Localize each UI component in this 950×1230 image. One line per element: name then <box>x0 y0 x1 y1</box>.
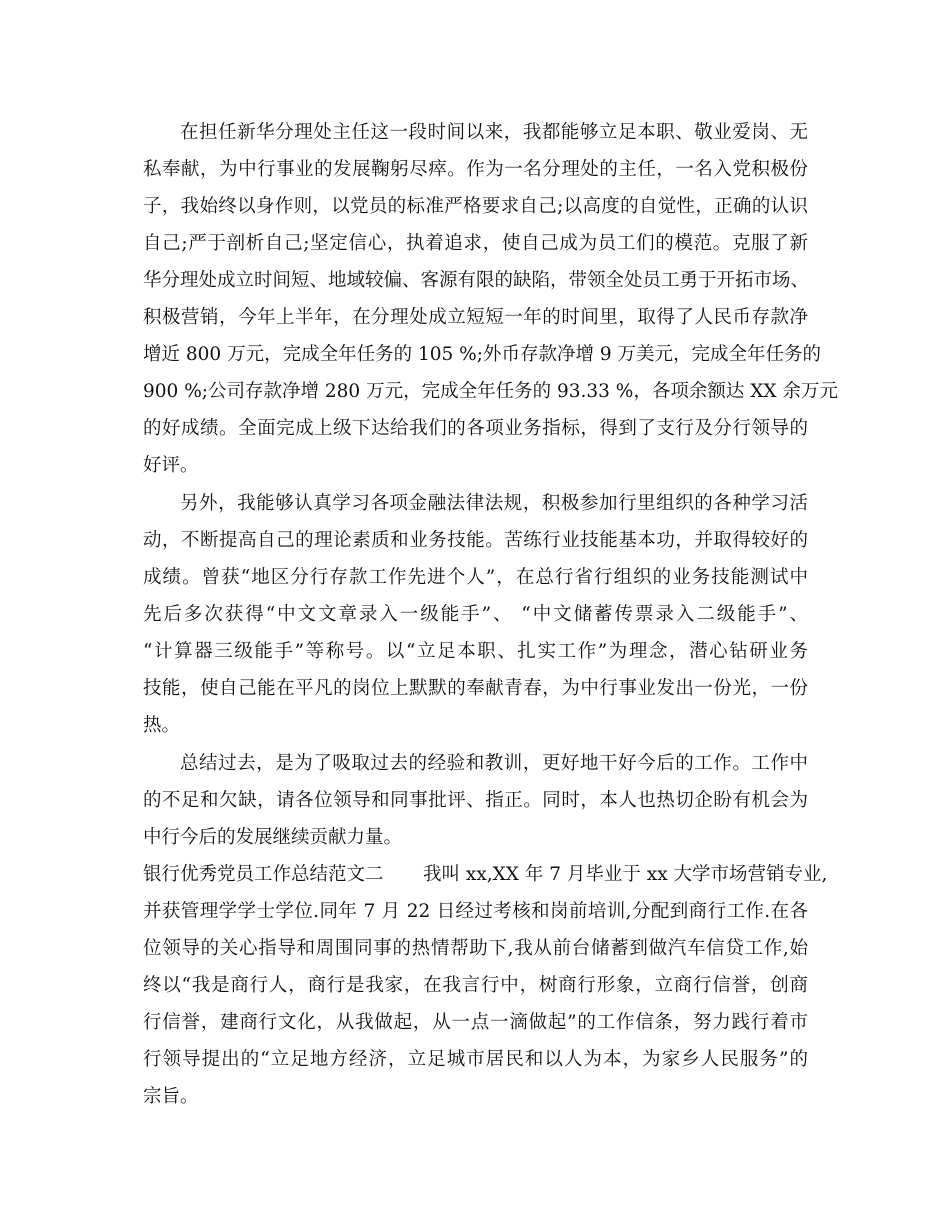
paragraph-2-line: 技能，使自己能在平凡的岗位上默默的奉献青春，为中行事业发出一份光，一份 <box>143 678 808 699</box>
paragraph-2-line: 热。 <box>143 715 181 736</box>
paragraph-1-line: 子，我始终以身作则，以党员的标准严格要求自己;以高度的自觉性，正确的认识 <box>143 196 808 217</box>
paragraph-2-line: 另外，我能够认真学习各项金融法律法规，积极参加行里组织的各种学习活 <box>180 493 808 514</box>
paragraph-1-line: 的好成绩。全面完成上级下达给我们的各项业务指标，得到了支行及分行领导的 <box>143 418 808 439</box>
paragraph-1-line: 私奉献，为中行事业的发展鞠躬尽瘁。作为一名分理处的主任，一名入党积极份 <box>143 159 808 180</box>
paragraph-3-line: 的不足和欠缺，请各位领导和同事批评、指正。同时，本人也热切企盼有机会为 <box>143 790 808 811</box>
paragraph-2-line: 动，不断提高自己的理论素质和业务技能。苦练行业技能基本功，并取得较好的 <box>143 530 808 551</box>
paragraph-1-line: 积极营销，今年上半年，在分理处成立短短一年的时间里，取得了人民币存款净 <box>143 307 808 328</box>
paragraph-1-line: 在担任新华分理处主任这一段时间以来，我都能够立足本职、敬业爱岗、无 <box>180 122 808 143</box>
paragraph-1-line: 增近 800 万元，完成全年任务的 105 %;外币存款净增 9 万美元，完成全年任务的 <box>143 344 821 365</box>
paragraph-1-line: 好评。 <box>143 455 199 476</box>
section-2-line: 终以“我是商行人，商行是我家，在我言行中，树商行形象，立商行信誉，创商 <box>143 975 808 996</box>
section-2-line: 位领导的关心指导和周围同事的热情帮助下,我从前台储蓄到做汽车信贷工作,始 <box>143 938 808 959</box>
section-2-first-line-text: 我叫 xx,XX 年 7 月毕业于 xx 大学市场营销专业, <box>423 864 828 885</box>
paragraph-1-line: 华分理处成立时间短、地域较偏、客源有限的缺陷，带领全处员工勇于开拓市场、 <box>143 270 810 291</box>
section-2-line: 并获管理学学士学位.同年 7 月 22 日经过考核和岗前培训,分配到商行工作.在各 <box>143 901 808 922</box>
section-2-line: 行领导提出的“立足地方经济，立足城市居民和以人为本，为家乡人民服务”的 <box>143 1049 808 1070</box>
paragraph-2-line: 先后多次获得“中文文章录入一级能手”、 “中文储蓄传票录入二级能手”、 <box>143 604 808 625</box>
section-2-line: 宗旨。 <box>143 1086 199 1107</box>
section-2-heading: 银行优秀党员工作总结范文二 <box>143 864 384 885</box>
paragraph-1-line: 900 %;公司存款净增 280 万元，完成全年任务的 93.33 %，各项余额达 XX 余万元 <box>143 381 838 402</box>
section-2-line: 行信誉，建商行文化，从我做起，从一点一滴做起”的工作信条，努力践行着市 <box>143 1012 808 1033</box>
paragraph-3-line: 总结过去，是为了吸取过去的经验和教训，更好地干好今后的工作。工作中 <box>180 753 808 774</box>
paragraph-2-line: “计算器三级能手”等称号。以“立足本职、扎实工作”为理念，潜心钻研业务 <box>143 641 808 662</box>
section-2-first-line <box>143 856 828 893</box>
paragraph-3-line: 中行今后的发展继续贡献力量。 <box>143 827 403 848</box>
paragraph-1-line: 自己;严于剖析自己;坚定信心，执着追求，使自己成为员工们的模范。克服了新 <box>143 233 808 254</box>
paragraph-2-line: 成绩。曾获“地区分行存款工作先进个人”，在总行省行组织的业务技能测试中 <box>143 567 808 588</box>
